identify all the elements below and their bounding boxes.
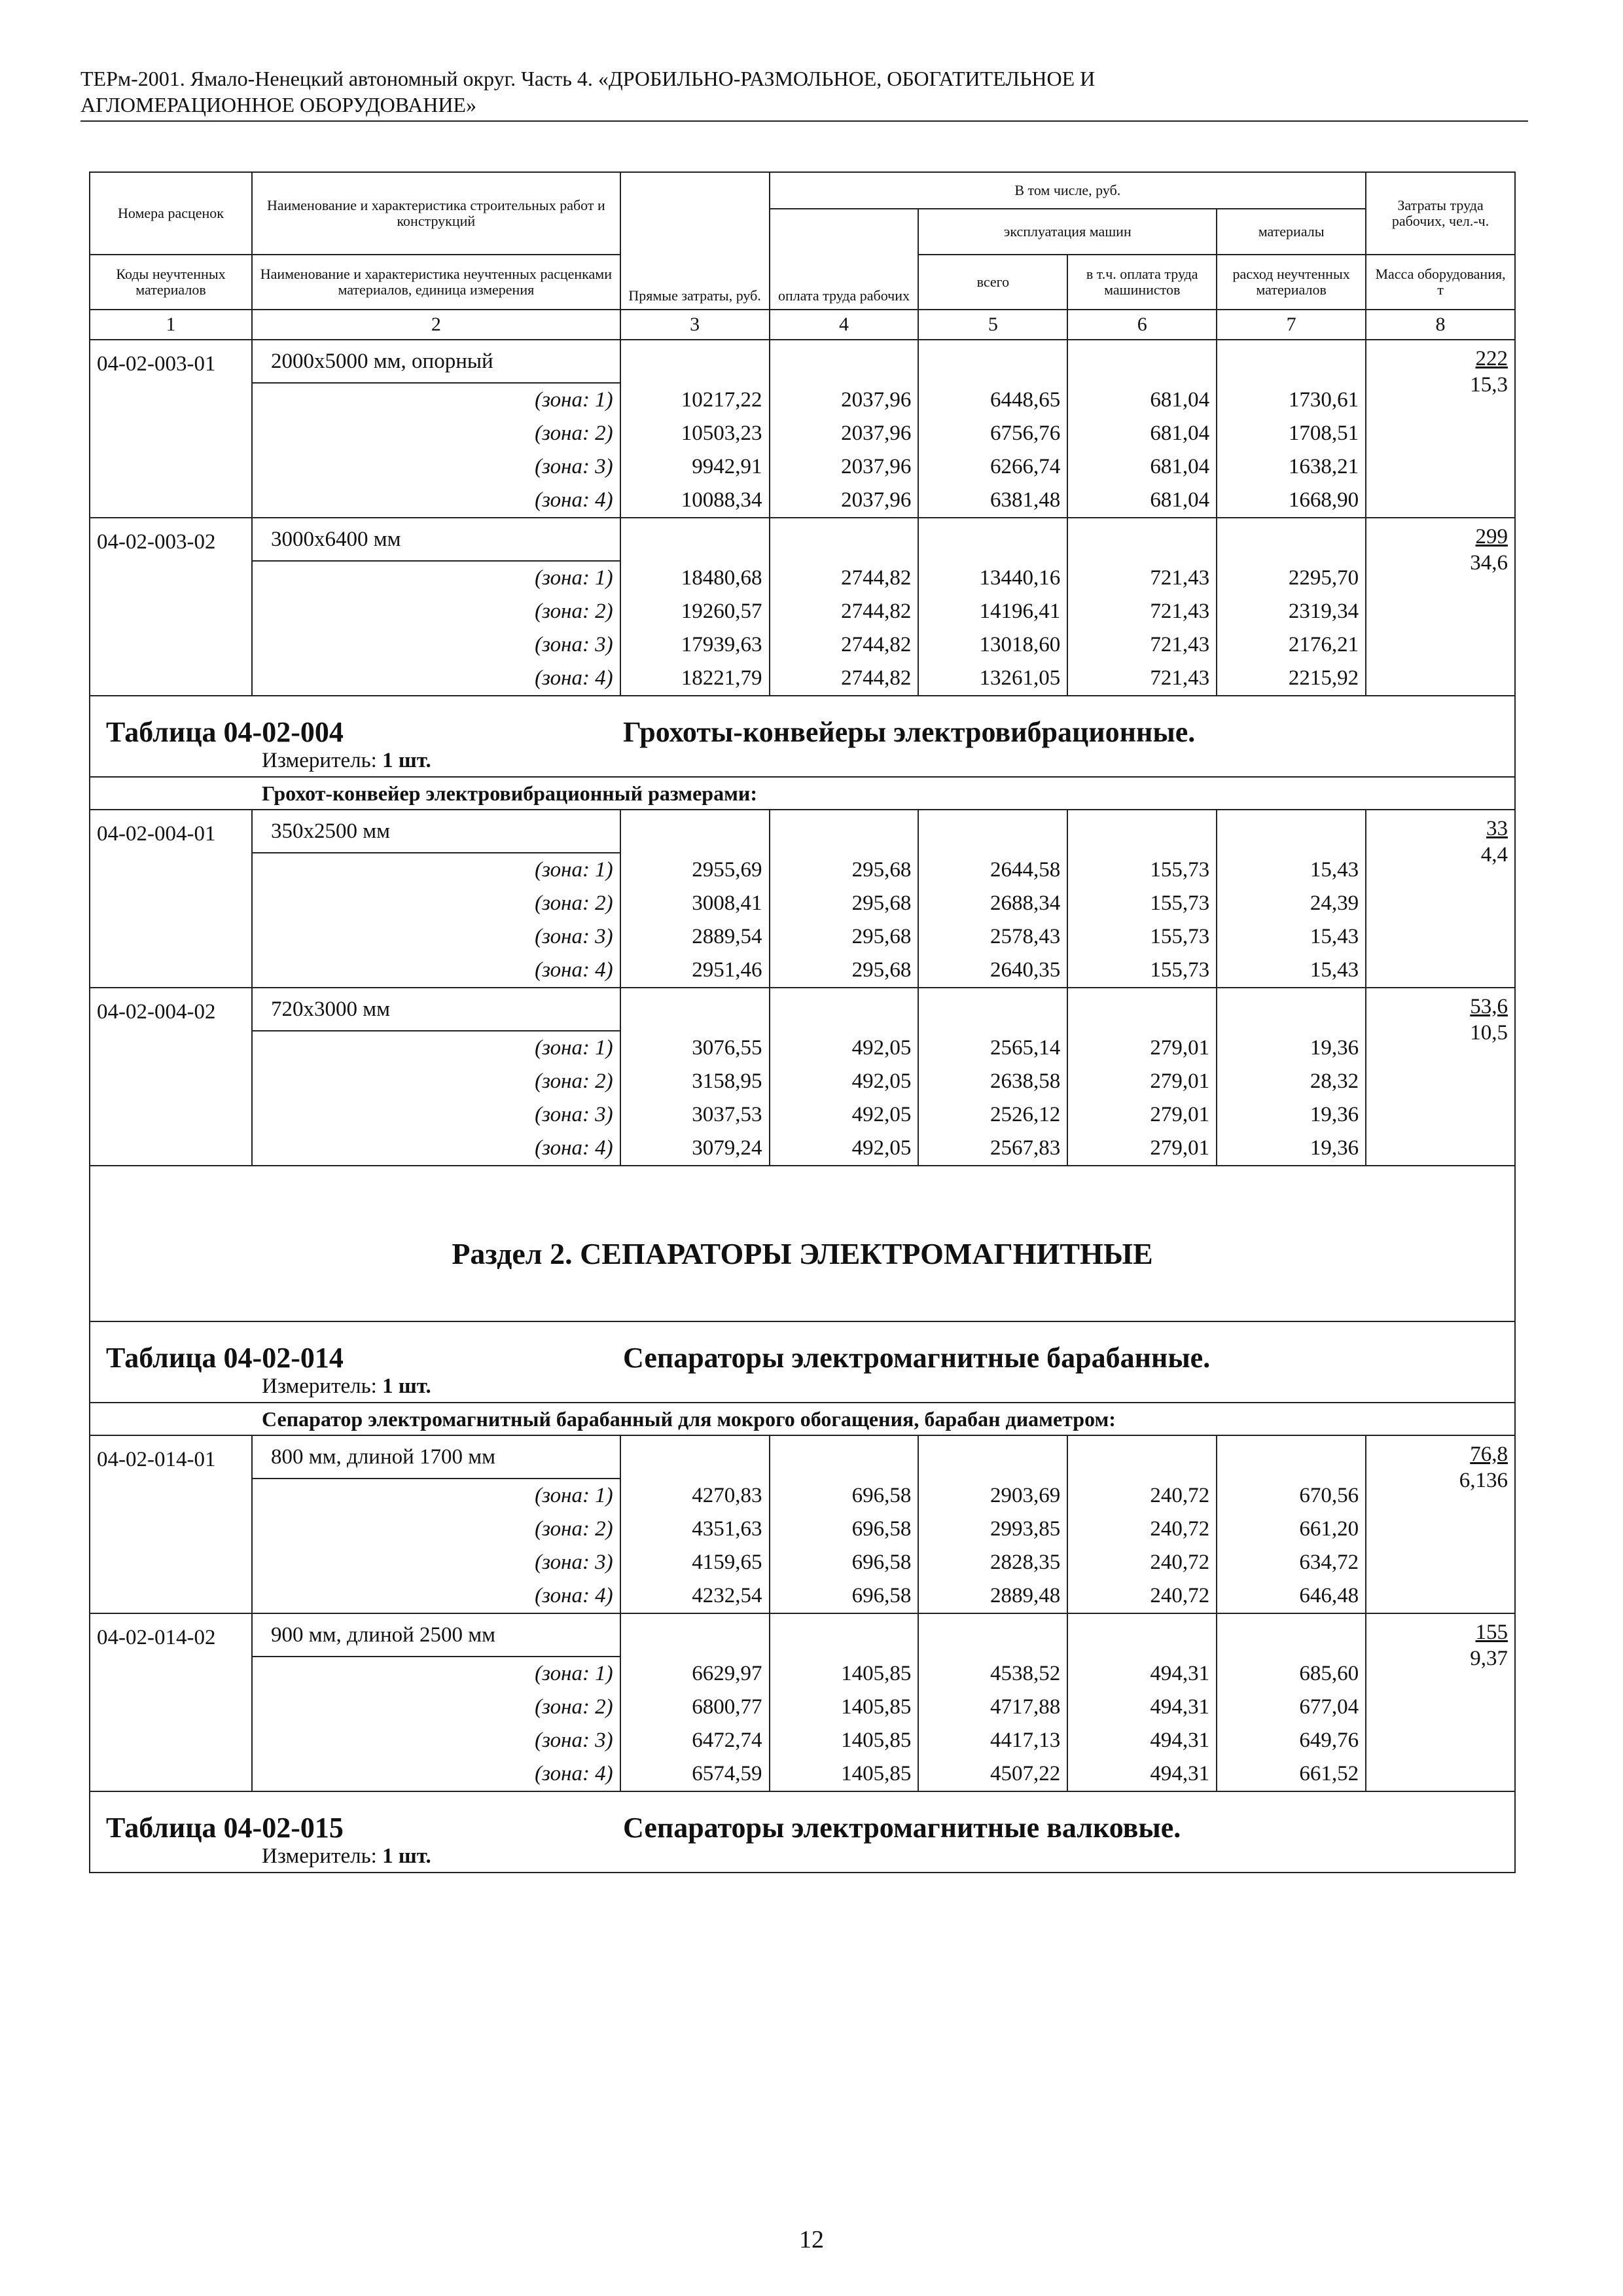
cost-value: 10503,23 bbox=[620, 417, 770, 450]
zone-row bbox=[90, 853, 1515, 887]
zone-label: (зона: 4) bbox=[252, 1132, 620, 1166]
cost-value: 17939,63 bbox=[620, 628, 770, 662]
cost-value: 492,05 bbox=[770, 1031, 919, 1065]
cost-value: 13018,60 bbox=[918, 628, 1067, 662]
empty-cell bbox=[1067, 1613, 1217, 1657]
rate-name: 350х2500 мм bbox=[252, 810, 620, 853]
group-title: Сепаратор электромагнитный барабанный для мокрого обогащения, барабан диаметром: bbox=[90, 1403, 1515, 1435]
cost-value: 279,01 bbox=[1067, 1132, 1217, 1166]
cost-value: 155,73 bbox=[1067, 954, 1217, 988]
mass-value: 15,3 bbox=[1470, 373, 1508, 397]
table-014-title-cell bbox=[90, 1321, 1515, 1374]
cost-value: 681,04 bbox=[1067, 484, 1217, 518]
labor-value: 33 bbox=[1486, 817, 1508, 840]
mass-value: 10,5 bbox=[1470, 1021, 1508, 1045]
zone-label: (зона: 1) bbox=[252, 853, 620, 887]
header-line-2: АГЛОМЕРАЦИОННОЕ ОБОРУДОВАНИЕ» bbox=[80, 93, 476, 117]
zone-row bbox=[90, 1657, 1515, 1691]
zone-row bbox=[90, 887, 1515, 920]
cost-value: 18221,79 bbox=[620, 662, 770, 696]
zone-label: (зона: 1) bbox=[252, 1479, 620, 1513]
empty-cell bbox=[918, 988, 1067, 1031]
cost-value: 3076,55 bbox=[620, 1031, 770, 1065]
zone-label: (зона: 4) bbox=[252, 484, 620, 518]
cost-value: 721,43 bbox=[1067, 595, 1217, 628]
col-header-materials: материалы bbox=[1217, 209, 1366, 255]
rate-name: 800 мм, длиной 1700 мм bbox=[252, 1435, 620, 1479]
empty-cell bbox=[770, 1435, 919, 1479]
cost-value: 494,31 bbox=[1067, 1691, 1217, 1724]
cost-value: 1405,85 bbox=[770, 1757, 919, 1791]
empty-cell bbox=[620, 810, 770, 853]
col-header-machines-total: всего bbox=[918, 255, 1067, 310]
cost-value: 634,72 bbox=[1217, 1546, 1366, 1579]
cost-value: 2037,96 bbox=[770, 383, 919, 417]
labor-value: 76,8 bbox=[1470, 1443, 1508, 1466]
empty-cell bbox=[770, 1613, 919, 1657]
rate-item-row bbox=[90, 1613, 1515, 1657]
cost-value: 15,43 bbox=[1217, 954, 1366, 988]
empty-cell bbox=[1217, 340, 1366, 383]
col-header-group: В том числе, руб. bbox=[770, 172, 1366, 209]
cost-value: 721,43 bbox=[1067, 628, 1217, 662]
zone-row bbox=[90, 1579, 1515, 1613]
table-number: Таблица 04-02-004 bbox=[106, 716, 344, 748]
zone-label: (зона: 3) bbox=[252, 1098, 620, 1132]
cost-value: 2644,58 bbox=[918, 853, 1067, 887]
cost-value: 295,68 bbox=[770, 954, 919, 988]
meter-label: Измеритель: bbox=[262, 1374, 377, 1398]
rate-item-row bbox=[90, 810, 1515, 853]
table-number: Таблица 04-02-015 bbox=[106, 1812, 344, 1844]
zone-row bbox=[90, 662, 1515, 696]
empty-cell bbox=[620, 1613, 770, 1657]
cost-value: 1638,21 bbox=[1217, 450, 1366, 484]
cost-value: 661,52 bbox=[1217, 1757, 1366, 1791]
rate-code: 04-02-003-02 bbox=[90, 518, 252, 696]
cost-value: 681,04 bbox=[1067, 417, 1217, 450]
cost-value: 492,05 bbox=[770, 1098, 919, 1132]
table-004-meter-row bbox=[90, 749, 1515, 777]
cost-value: 494,31 bbox=[1067, 1724, 1217, 1757]
empty-cell bbox=[1217, 518, 1366, 561]
rate-name: 720х3000 мм bbox=[252, 988, 620, 1031]
cost-value: 696,58 bbox=[770, 1546, 919, 1579]
labor-value: 299 bbox=[1475, 525, 1508, 548]
empty-cell bbox=[1067, 340, 1217, 383]
zone-label: (зона: 2) bbox=[252, 1691, 620, 1724]
empty-cell bbox=[918, 1613, 1067, 1657]
rate-item-row bbox=[90, 988, 1515, 1031]
zone-label: (зона: 4) bbox=[252, 1579, 620, 1613]
zone-row bbox=[90, 1724, 1515, 1757]
empty-cell bbox=[1217, 988, 1366, 1031]
rate-code: 04-02-004-02 bbox=[90, 988, 252, 1166]
zone-label: (зона: 4) bbox=[252, 1757, 620, 1791]
empty-cell bbox=[918, 1435, 1067, 1479]
empty-cell bbox=[620, 518, 770, 561]
section-title: Раздел 2. СЕПАРАТОРЫ ЭЛЕКТРОМАГНИТНЫЕ bbox=[90, 1166, 1515, 1275]
table-015-title-cell bbox=[90, 1791, 1515, 1844]
cost-value: 2565,14 bbox=[918, 1031, 1067, 1065]
empty-cell bbox=[770, 810, 919, 853]
cost-value: 279,01 bbox=[1067, 1065, 1217, 1098]
rate-code: 04-02-014-02 bbox=[90, 1613, 252, 1791]
cost-value: 6574,59 bbox=[620, 1757, 770, 1791]
zone-label: (зона: 1) bbox=[252, 1031, 620, 1065]
cost-value: 494,31 bbox=[1067, 1657, 1217, 1691]
cost-value: 677,04 bbox=[1217, 1691, 1366, 1724]
zone-row bbox=[90, 484, 1515, 518]
table-014-title-row bbox=[90, 1321, 1515, 1374]
cost-value: 240,72 bbox=[1067, 1479, 1217, 1513]
empty-cell bbox=[1217, 1613, 1366, 1657]
cost-value: 4538,52 bbox=[918, 1657, 1067, 1691]
zone-row bbox=[90, 561, 1515, 595]
cost-value: 2951,46 bbox=[620, 954, 770, 988]
cost-value: 2215,92 bbox=[1217, 662, 1366, 696]
table-title: Сепараторы электромагнитные барабанные. bbox=[623, 1342, 1211, 1374]
mass-value: 34,6 bbox=[1470, 551, 1508, 575]
zone-row bbox=[90, 1479, 1515, 1513]
cost-value: 155,73 bbox=[1067, 853, 1217, 887]
col-header-machines: эксплуатация машин bbox=[918, 209, 1217, 255]
group-title-row bbox=[90, 1403, 1515, 1435]
cost-value: 1405,85 bbox=[770, 1724, 919, 1757]
mass-value: 9,37 bbox=[1470, 1647, 1508, 1670]
table-number: Таблица 04-02-014 bbox=[106, 1342, 344, 1374]
col-number: 2 bbox=[252, 310, 620, 340]
cost-value: 2744,82 bbox=[770, 628, 919, 662]
cost-value: 10217,22 bbox=[620, 383, 770, 417]
zone-row bbox=[90, 920, 1515, 954]
table-title: Грохоты-конвейеры электровибрационные. bbox=[623, 716, 1196, 748]
cost-value: 6756,76 bbox=[918, 417, 1067, 450]
col-header-material-codes: Коды неучтенных материалов bbox=[90, 255, 252, 310]
cost-value: 4159,65 bbox=[620, 1546, 770, 1579]
cost-value: 28,32 bbox=[1217, 1065, 1366, 1098]
cost-value: 4232,54 bbox=[620, 1579, 770, 1613]
cost-value: 2889,54 bbox=[620, 920, 770, 954]
page-header bbox=[80, 65, 1528, 122]
mass-value: 6,136 bbox=[1459, 1469, 1508, 1492]
empty-cell bbox=[1067, 518, 1217, 561]
cost-value: 19,36 bbox=[1217, 1132, 1366, 1166]
zone-row bbox=[90, 383, 1515, 417]
cost-value: 2903,69 bbox=[918, 1479, 1067, 1513]
zone-label: (зона: 2) bbox=[252, 887, 620, 920]
cost-value: 19260,57 bbox=[620, 595, 770, 628]
cost-value: 279,01 bbox=[1067, 1031, 1217, 1065]
table-014-meter-row bbox=[90, 1374, 1515, 1403]
cost-value: 696,58 bbox=[770, 1579, 919, 1613]
zone-label: (зона: 3) bbox=[252, 628, 620, 662]
zone-row bbox=[90, 1132, 1515, 1166]
rate-code: 04-02-014-01 bbox=[90, 1435, 252, 1613]
rate-item-row bbox=[90, 1435, 1515, 1479]
group-title-row bbox=[90, 777, 1515, 810]
empty-cell bbox=[1217, 810, 1366, 853]
col-number: 7 bbox=[1217, 310, 1366, 340]
empty-cell bbox=[1217, 1435, 1366, 1479]
cost-value: 279,01 bbox=[1067, 1098, 1217, 1132]
cost-value: 2640,35 bbox=[918, 954, 1067, 988]
zone-row bbox=[90, 417, 1515, 450]
zone-row bbox=[90, 450, 1515, 484]
col-header-labor: Затраты труда рабочих, чел.-ч. bbox=[1366, 172, 1515, 255]
col-header-wages: оплата труда рабочих bbox=[770, 209, 919, 310]
cost-value: 3079,24 bbox=[620, 1132, 770, 1166]
zone-row bbox=[90, 954, 1515, 988]
cost-value: 6800,77 bbox=[620, 1691, 770, 1724]
cost-value: 2295,70 bbox=[1217, 561, 1366, 595]
empty-cell bbox=[918, 518, 1067, 561]
cost-value: 670,56 bbox=[1217, 1479, 1366, 1513]
zone-label: (зона: 4) bbox=[252, 662, 620, 696]
cost-value: 18480,68 bbox=[620, 561, 770, 595]
cost-value: 240,72 bbox=[1067, 1513, 1217, 1546]
cost-value: 14196,41 bbox=[918, 595, 1067, 628]
cost-value: 2955,69 bbox=[620, 853, 770, 887]
meter-cell bbox=[90, 1844, 1515, 1873]
cost-value: 2037,96 bbox=[770, 484, 919, 518]
empty-cell bbox=[770, 988, 919, 1031]
cost-value: 24,39 bbox=[1217, 887, 1366, 920]
cost-value: 721,43 bbox=[1067, 561, 1217, 595]
cost-value: 2688,34 bbox=[918, 887, 1067, 920]
cost-value: 240,72 bbox=[1067, 1579, 1217, 1613]
cost-value: 4417,13 bbox=[918, 1724, 1067, 1757]
cost-value: 661,20 bbox=[1217, 1513, 1366, 1546]
cost-value: 295,68 bbox=[770, 887, 919, 920]
zone-row bbox=[90, 1098, 1515, 1132]
zone-row bbox=[90, 1546, 1515, 1579]
col-number: 8 bbox=[1366, 310, 1515, 340]
zone-label: (зона: 3) bbox=[252, 920, 620, 954]
cost-value: 13261,05 bbox=[918, 662, 1067, 696]
zone-row bbox=[90, 1757, 1515, 1791]
cost-value: 295,68 bbox=[770, 920, 919, 954]
cost-value: 494,31 bbox=[1067, 1757, 1217, 1791]
cost-value: 646,48 bbox=[1217, 1579, 1366, 1613]
cost-value: 2744,82 bbox=[770, 561, 919, 595]
zone-label: (зона: 3) bbox=[252, 1724, 620, 1757]
meter-cell bbox=[90, 1374, 1515, 1403]
cost-value: 2889,48 bbox=[918, 1579, 1067, 1613]
cost-value: 4351,63 bbox=[620, 1513, 770, 1546]
cost-value: 19,36 bbox=[1217, 1098, 1366, 1132]
cost-value: 4717,88 bbox=[918, 1691, 1067, 1724]
cost-value: 6448,65 bbox=[918, 383, 1067, 417]
zone-label: (зона: 2) bbox=[252, 1513, 620, 1546]
zone-label: (зона: 1) bbox=[252, 561, 620, 595]
zone-row bbox=[90, 1031, 1515, 1065]
cost-value: 2993,85 bbox=[918, 1513, 1067, 1546]
cost-value: 4507,22 bbox=[918, 1757, 1067, 1791]
cost-value: 492,05 bbox=[770, 1132, 919, 1166]
cost-value: 3037,53 bbox=[620, 1098, 770, 1132]
cost-value: 1708,51 bbox=[1217, 417, 1366, 450]
cost-value: 696,58 bbox=[770, 1513, 919, 1546]
cost-value: 2744,82 bbox=[770, 595, 919, 628]
mass-cell bbox=[1366, 340, 1515, 518]
section-row bbox=[90, 1166, 1515, 1275]
zone-row bbox=[90, 1691, 1515, 1724]
cost-value: 15,43 bbox=[1217, 920, 1366, 954]
rate-name: 900 мм, длиной 2500 мм bbox=[252, 1613, 620, 1657]
meter-value: 1 шт. bbox=[382, 1374, 431, 1398]
cost-value: 4270,83 bbox=[620, 1479, 770, 1513]
cost-value: 681,04 bbox=[1067, 450, 1217, 484]
mass-cell bbox=[1366, 988, 1515, 1166]
zone-label: (зона: 2) bbox=[252, 1065, 620, 1098]
meter-value: 1 шт. bbox=[382, 749, 431, 772]
cost-value: 1730,61 bbox=[1217, 383, 1366, 417]
rate-code: 04-02-004-01 bbox=[90, 810, 252, 988]
empty-cell bbox=[1067, 810, 1217, 853]
meter-cell bbox=[90, 749, 1515, 777]
cost-value: 155,73 bbox=[1067, 887, 1217, 920]
mass-cell bbox=[1366, 1613, 1515, 1791]
zone-label: (зона: 4) bbox=[252, 954, 620, 988]
mass-cell bbox=[1366, 810, 1515, 988]
cost-value: 2176,21 bbox=[1217, 628, 1366, 662]
cost-value: 685,60 bbox=[1217, 1657, 1366, 1691]
col-number: 1 bbox=[90, 310, 252, 340]
meter-label: Измеритель: bbox=[262, 749, 377, 772]
page-number: 12 bbox=[799, 2226, 824, 2253]
table-015-title-row bbox=[90, 1791, 1515, 1844]
cost-value: 6266,74 bbox=[918, 450, 1067, 484]
rate-code: 04-02-003-01 bbox=[90, 340, 252, 518]
zone-row bbox=[90, 628, 1515, 662]
labor-value: 53,6 bbox=[1470, 995, 1508, 1018]
col-number: 3 bbox=[620, 310, 770, 340]
mass-cell bbox=[1366, 1435, 1515, 1613]
rate-item-row bbox=[90, 518, 1515, 561]
cost-value: 295,68 bbox=[770, 853, 919, 887]
empty-cell bbox=[918, 340, 1067, 383]
empty-cell bbox=[770, 340, 919, 383]
cost-value: 19,36 bbox=[1217, 1031, 1366, 1065]
column-numbers-row bbox=[90, 310, 1515, 340]
mass-value: 4,4 bbox=[1480, 843, 1508, 867]
cost-value: 2828,35 bbox=[918, 1546, 1067, 1579]
cost-value: 2037,96 bbox=[770, 417, 919, 450]
cost-value: 721,43 bbox=[1067, 662, 1217, 696]
cost-value: 649,76 bbox=[1217, 1724, 1366, 1757]
cost-value: 2319,34 bbox=[1217, 595, 1366, 628]
table-title: Сепараторы электромагнитные валковые. bbox=[623, 1812, 1181, 1844]
col-header-material-name: Наименование и характеристика неучтенных расценками материалов, единица измерения bbox=[252, 255, 620, 310]
zone-label: (зона: 1) bbox=[252, 1657, 620, 1691]
cost-value: 492,05 bbox=[770, 1065, 919, 1098]
empty-cell bbox=[1067, 988, 1217, 1031]
cost-value: 15,43 bbox=[1217, 853, 1366, 887]
empty-cell bbox=[620, 988, 770, 1031]
cost-value: 13440,16 bbox=[918, 561, 1067, 595]
cost-value: 6381,48 bbox=[918, 484, 1067, 518]
header-line-1: ТЕРм-2001. Ямало-Ненецкий автономный округ. Часть 4. «ДРОБИЛЬНО-РАЗМОЛЬНОЕ, ОБОГАТИТЕЛЬНОЕ И bbox=[80, 67, 1096, 90]
meter-label: Измеритель: bbox=[262, 1844, 377, 1868]
cost-value: 1405,85 bbox=[770, 1691, 919, 1724]
labor-value: 155 bbox=[1475, 1621, 1508, 1644]
zone-label: (зона: 1) bbox=[252, 383, 620, 417]
col-header-mass: Масса оборудования, т bbox=[1366, 255, 1515, 310]
rate-name: 3000х6400 мм bbox=[252, 518, 620, 561]
cost-value: 10088,34 bbox=[620, 484, 770, 518]
cost-value: 240,72 bbox=[1067, 1546, 1217, 1579]
zone-label: (зона: 2) bbox=[252, 417, 620, 450]
cost-value: 2037,96 bbox=[770, 450, 919, 484]
table-004-title-row bbox=[90, 696, 1515, 749]
cost-value: 2638,58 bbox=[918, 1065, 1067, 1098]
mass-cell bbox=[1366, 518, 1515, 696]
group-title: Грохот-конвейер электровибрационный размерами: bbox=[90, 777, 1515, 810]
cost-value: 3158,95 bbox=[620, 1065, 770, 1098]
labor-value: 222 bbox=[1475, 347, 1508, 370]
cost-value: 1668,90 bbox=[1217, 484, 1366, 518]
cost-value: 1405,85 bbox=[770, 1657, 919, 1691]
empty-cell bbox=[918, 810, 1067, 853]
cost-value: 2526,12 bbox=[918, 1098, 1067, 1132]
col-header-material-use: расход неучтенных материалов bbox=[1217, 255, 1366, 310]
col-number: 5 bbox=[918, 310, 1067, 340]
zone-row bbox=[90, 1513, 1515, 1546]
cost-value: 2578,43 bbox=[918, 920, 1067, 954]
cost-value: 155,73 bbox=[1067, 920, 1217, 954]
cost-value: 6629,97 bbox=[620, 1657, 770, 1691]
rate-item-row bbox=[90, 340, 1515, 383]
cost-value: 2744,82 bbox=[770, 662, 919, 696]
meter-value: 1 шт. bbox=[382, 1844, 431, 1868]
zone-label: (зона: 3) bbox=[252, 1546, 620, 1579]
empty-cell bbox=[620, 340, 770, 383]
rates-table bbox=[89, 171, 1516, 1873]
col-header-direct: Прямые затраты, руб. bbox=[620, 172, 770, 310]
cost-value: 9942,91 bbox=[620, 450, 770, 484]
zone-row bbox=[90, 595, 1515, 628]
zone-label: (зона: 3) bbox=[252, 450, 620, 484]
col-number: 4 bbox=[770, 310, 919, 340]
section-gap bbox=[90, 1275, 1515, 1321]
rate-name: 2000х5000 мм, опорный bbox=[252, 340, 620, 383]
empty-cell bbox=[1067, 1435, 1217, 1479]
empty-cell bbox=[770, 518, 919, 561]
col-number: 6 bbox=[1067, 310, 1217, 340]
cost-value: 6472,74 bbox=[620, 1724, 770, 1757]
section-gap-row bbox=[90, 1275, 1515, 1321]
cost-value: 3008,41 bbox=[620, 887, 770, 920]
col-header-codes: Номера расценок bbox=[90, 172, 252, 255]
table-015-meter-row bbox=[90, 1844, 1515, 1873]
zone-row bbox=[90, 1065, 1515, 1098]
table-004-title-cell bbox=[90, 696, 1515, 749]
cost-value: 2567,83 bbox=[918, 1132, 1067, 1166]
cost-value: 696,58 bbox=[770, 1479, 919, 1513]
zone-label: (зона: 2) bbox=[252, 595, 620, 628]
col-header-machinists: в т.ч. оплата труда машинистов bbox=[1067, 255, 1217, 310]
col-header-name: Наименование и характеристика строительных работ и конструкций bbox=[252, 172, 620, 255]
cost-value: 681,04 bbox=[1067, 383, 1217, 417]
empty-cell bbox=[620, 1435, 770, 1479]
